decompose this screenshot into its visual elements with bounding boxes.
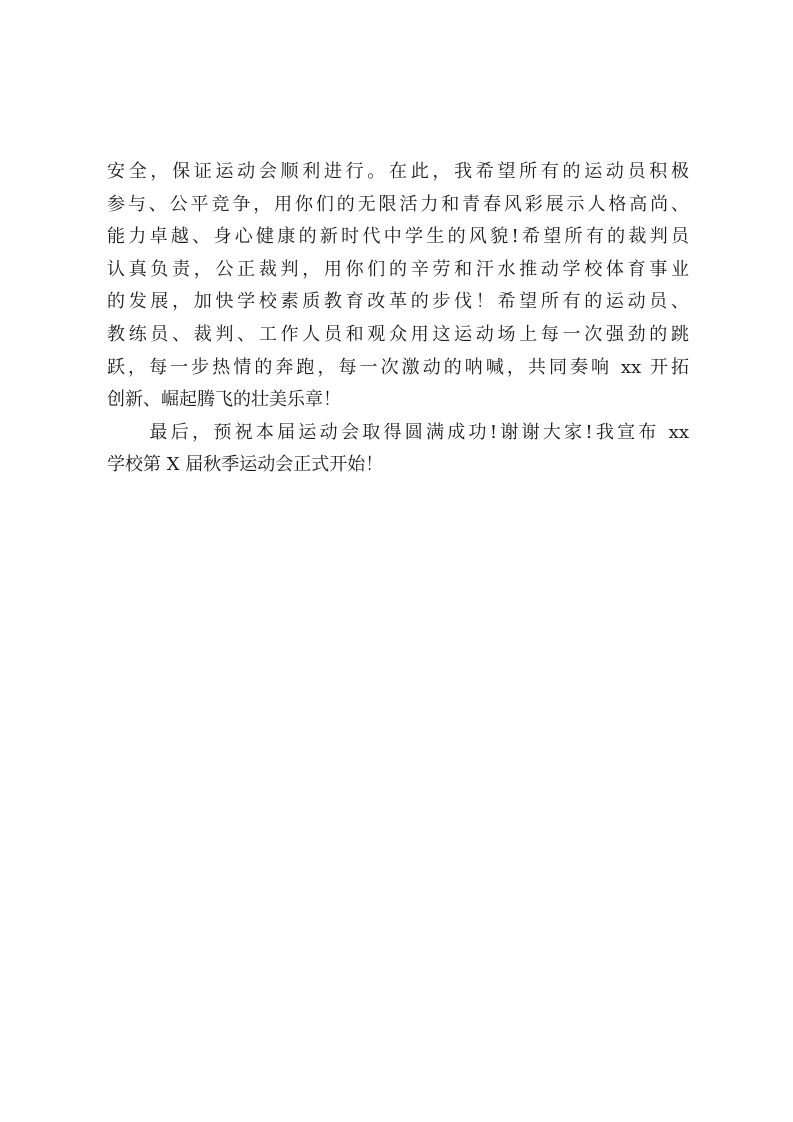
text-line: 的发展，加快学校素质教育改革的步伐！希望所有的运动员、 [107,291,689,313]
paragraph [107,417,689,482]
text-line: 创新、崛起腾飞的壮美乐章！ [107,389,341,411]
text-line: 能力卓越、身心健康的新时代中学生的风貌!希望所有的裁判员 [107,226,689,248]
text-line: 学校第 X 届秋季运动会正式开始！ [107,454,384,476]
paragraph [107,156,689,417]
text-line: 参与、公平竞争，用你们的无限活力和青春风彩展示人格高尚、 [107,193,689,215]
document-body [107,156,689,482]
text-line: 教练员、裁判、工作人员和观众用这运动场上每一次强劲的跳 [107,323,689,345]
text-line: 最后，预祝本届运动会取得圆满成功!谢谢大家!我宣布 xx [107,421,689,443]
text-line: 安全，保证运动会顺利进行。在此，我希望所有的运动员积极 [107,161,689,182]
text-line: 认真负责，公正裁判，用你们的辛劳和汗水推动学校体育事业 [107,258,689,280]
text-line: 跃，每一步热情的奔跑，每一次激动的呐喊，共同奏响 xx 开拓 [107,356,689,378]
